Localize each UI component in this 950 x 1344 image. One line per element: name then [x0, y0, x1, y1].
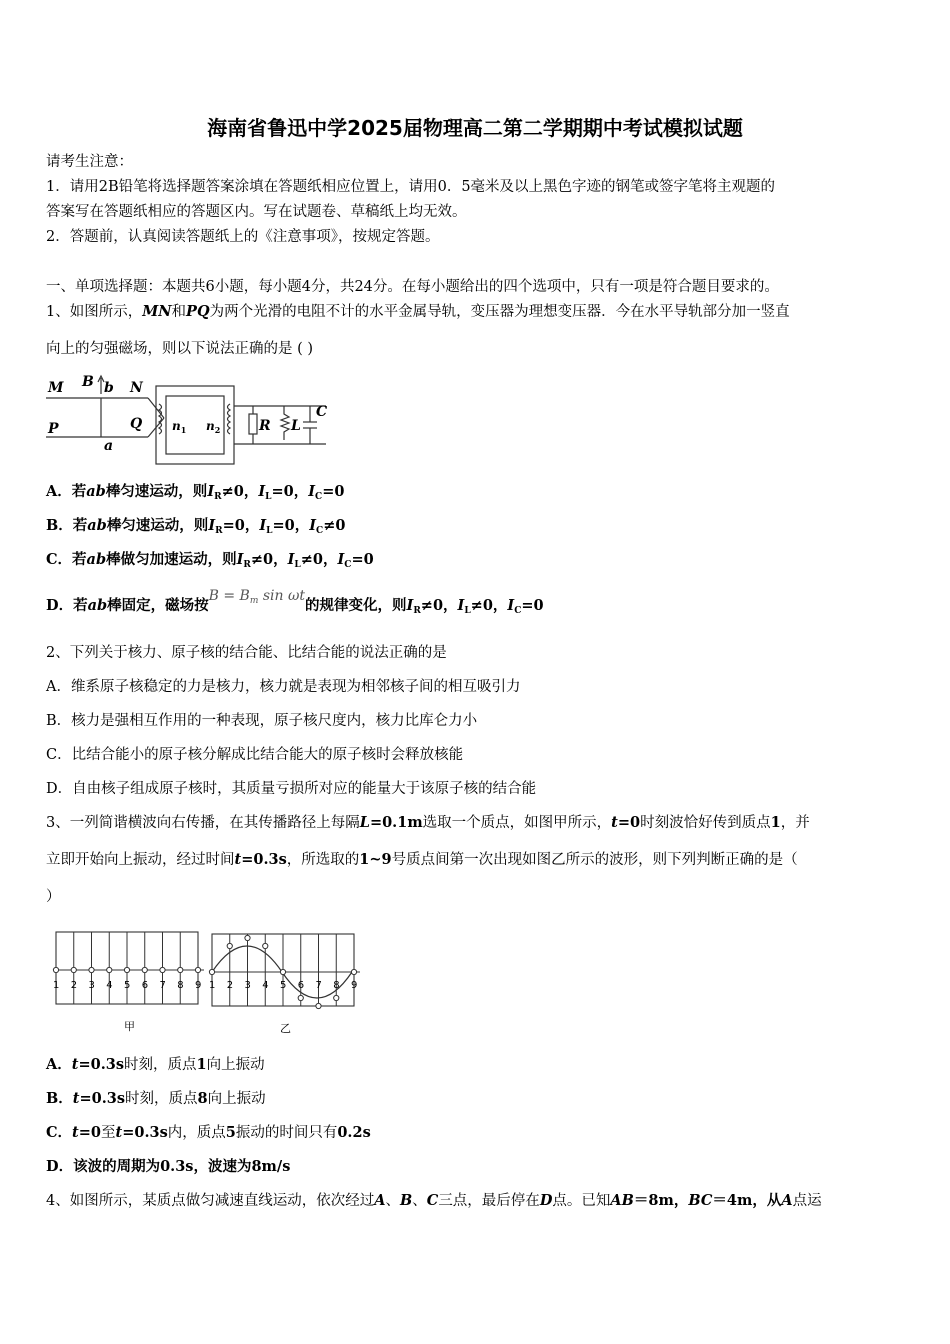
yi-particle-1	[209, 969, 214, 974]
q1-circuit-figure	[44, 370, 344, 470]
label-Q: Q	[130, 416, 143, 432]
label-R: R	[259, 418, 271, 434]
label-n1: n	[172, 419, 181, 433]
q2-option-a[interactable]: A．维系原子核稳定的力是核力，核力就是表现为相邻核子间的相互吸引力	[46, 679, 521, 695]
q1-stem-line-1: 1、如图所示，MN和PQ为两个光滑的电阻不计的水平金属导轨，变压器为理想变压器．今在水平导轨部分加一竖直	[46, 303, 790, 320]
yi-number-8: 8	[333, 980, 340, 991]
q3-wave-figure	[50, 926, 370, 1044]
q3-option-b[interactable]: B．t=0.3s时刻，质点8向上振动	[46, 1090, 266, 1107]
label-n1-sub: 1	[180, 425, 187, 435]
section-heading: 一、单项选择题：本题共6小题，每小题4分，共24分。在每小题给出的四个选项中，只有一项是符合题目要求的。	[46, 279, 779, 295]
jia-particle-2	[71, 967, 76, 972]
q1-option-d[interactable]: D．若ab棒固定，磁场按$B = B_m$ sin ωt的规律变化，则$I_R\ne 0$，$I_L\ne 0$，$I_C=0$	[46, 588, 544, 616]
jia-particle-1	[53, 967, 58, 972]
formula-b-sin: $B = B_m$ sin ωt	[208, 588, 306, 606]
label-P: P	[48, 421, 59, 437]
yi-particle-9	[351, 969, 356, 974]
svg-text:n1	[172, 419, 186, 435]
q4-stem-line-1: 4、如图所示，某质点做匀减速直线运动，依次经过A、B、C三点，最后停在D点。已知AB＝8m，BC＝4m，从A点运	[46, 1192, 822, 1209]
label-N: N	[130, 380, 143, 396]
yi-number-5: 5	[280, 980, 287, 991]
jia-number-2: 2	[70, 980, 78, 991]
yi-number-4: 4	[262, 980, 269, 991]
label-B: B	[82, 374, 94, 390]
yi-particle-2	[227, 943, 232, 948]
label-M: M	[48, 380, 64, 396]
q2-option-d[interactable]: D．自由核子组成原子核时，其质量亏损所对应的能量大于该原子核的结合能	[46, 781, 537, 797]
jia-particle-3	[89, 967, 94, 972]
q1-option-a[interactable]: A．若ab棒匀速运动，则$I_R\ne 0$，$I_L=0$，$I_C=0$	[46, 483, 345, 502]
yi-number-2: 2	[226, 980, 234, 991]
jia-number-4: 4	[106, 980, 113, 991]
yi-particle-3	[245, 935, 250, 940]
label-b: b	[104, 380, 114, 396]
jia-number-6: 6	[141, 980, 149, 991]
q3-stem-line-2: 立即开始向上振动，经过时间t=0.3s，所选取的1~9号质点间第一次出现如图乙所示的波形，则下列判断正确的是（	[46, 851, 798, 868]
label-C: C	[316, 404, 328, 420]
label-n2: n	[206, 419, 215, 433]
q3-option-a[interactable]: A．t=0.3s时刻，质点1向上振动	[46, 1056, 265, 1073]
page-title: 海南省鲁迅中学2025届物理高二第二学期期中考试模拟试题	[207, 116, 743, 140]
q2-stem: 2、下列关于核力、原子核的结合能、比结合能的说法正确的是	[46, 645, 447, 661]
jia-particle-7	[160, 967, 165, 972]
jia-number-5: 5	[124, 980, 131, 991]
q2-option-b[interactable]: B．核力是强相互作用的一种表现，原子核尺度内，核力比库仑力小	[46, 713, 478, 729]
jia-particle-5	[124, 967, 129, 972]
yi-number-3: 3	[244, 980, 251, 991]
yi-particle-4	[263, 943, 268, 948]
label-n2-sub: 2	[214, 425, 221, 435]
jia-number-1: 1	[53, 980, 60, 991]
q3-option-c[interactable]: C．t=0至t=0.3s内，质点5振动的时间只有0.2s	[46, 1124, 371, 1141]
label-a: a	[104, 438, 114, 454]
yi-particle-8	[334, 995, 339, 1000]
jia-number-8: 8	[177, 980, 184, 991]
notice-line-2: 答案写在答题纸相应的答题区内。写在试题卷、草稿纸上均无效。	[46, 204, 467, 220]
yi-number-1: 1	[209, 980, 216, 991]
jia-particle-8	[178, 967, 183, 972]
notice-heading: 请考生注意：	[46, 154, 133, 170]
yi-particle-7	[316, 1003, 321, 1008]
yi-particle-5	[280, 969, 285, 974]
jia-number-7: 7	[159, 980, 166, 991]
q3-stem-line-1: 3、一列简谐横波向右传播，在其传播路径上每隔L=0.1m选取一个质点，如图甲所示，t=0时刻波恰好传到质点1，并	[46, 814, 810, 831]
jia-number-9: 9	[195, 980, 202, 991]
jia-particle-9	[195, 967, 200, 972]
fig-label-yi: 乙	[280, 1022, 291, 1035]
label-L: L	[291, 418, 301, 434]
jia-number-3: 3	[88, 980, 95, 991]
svg-text:n2	[206, 419, 220, 435]
q3-stem-line-3: ）	[46, 889, 61, 905]
yi-number-9: 9	[351, 980, 358, 991]
yi-number-6: 6	[297, 980, 305, 991]
notice-line-3: 2．答题前，认真阅读答题纸上的《注意事项》，按规定答题。	[46, 229, 440, 245]
yi-particle-6	[298, 995, 303, 1000]
jia-particle-4	[107, 967, 112, 972]
q1-option-b[interactable]: B．若ab棒匀速运动，则$I_R=0$，$I_L=0$，$I_C\ne 0$	[46, 517, 346, 536]
jia-particle-6	[142, 967, 147, 972]
q3-option-d[interactable]: D．该波的周期为0.3s，波速为8m/s	[46, 1158, 291, 1175]
fig-label-jia: 甲	[124, 1020, 135, 1033]
q1-option-c[interactable]: C．若ab棒做匀加速运动，则$I_R\ne 0$，$I_L\ne 0$，$I_C=0$	[46, 551, 374, 570]
q2-option-c[interactable]: C．比结合能小的原子核分解成比结合能大的原子核时会释放核能	[46, 747, 464, 763]
notice-line-1: 1．请用2B铅笔将选择题答案涂填在答题纸相应位置上，请用0．5毫米及以上黑色字迹的钢笔或签字笔将主观题的	[46, 179, 776, 195]
yi-number-7: 7	[315, 980, 322, 991]
q1-stem-line-2: 向上的匀强磁场，则以下说法正确的是 ( )	[46, 341, 314, 357]
